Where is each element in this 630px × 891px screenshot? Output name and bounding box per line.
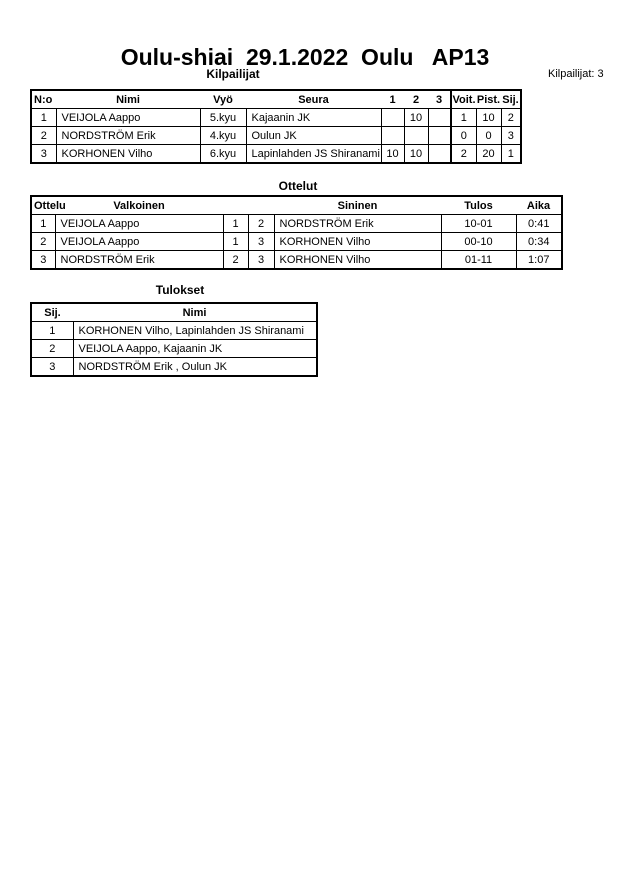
cell: VEIJOLA Aappo <box>55 233 223 251</box>
col-header: Sininen <box>274 196 441 215</box>
col-header: 2 <box>404 90 428 109</box>
cell <box>381 127 404 145</box>
col-header: N:o <box>31 90 56 109</box>
cell: 10-01 <box>441 215 516 233</box>
col-header: Ottelu <box>31 196 55 215</box>
table-row <box>31 358 317 377</box>
table-row <box>31 215 562 233</box>
col-header: 3 <box>428 90 451 109</box>
cell: 3 <box>501 127 521 145</box>
col-header: Tulos <box>441 196 516 215</box>
table-row <box>31 251 562 270</box>
cell: 10 <box>381 145 404 164</box>
cell: 3 <box>31 145 56 164</box>
cell: 1 <box>31 322 73 340</box>
cell: 1:07 <box>516 251 562 270</box>
cell: 0:41 <box>516 215 562 233</box>
cell: 1 <box>31 215 55 233</box>
cell: VEIJOLA Aappo, Kajaanin JK <box>73 340 317 358</box>
cell: NORDSTRÖM Erik <box>56 127 200 145</box>
cell: Kajaanin JK <box>246 109 381 127</box>
table-header-row <box>31 90 521 109</box>
cell: KORHONEN Vilho <box>274 251 441 270</box>
col-header: Seura <box>246 90 381 109</box>
cell: 2 <box>501 109 521 127</box>
tulokset-heading: Tulokset <box>155 283 205 297</box>
col-header: Aika <box>516 196 562 215</box>
cell: 0 <box>476 127 501 145</box>
table-header-row <box>31 303 317 322</box>
cell: NORDSTRÖM Erik , Oulun JK <box>73 358 317 377</box>
cell: 00-10 <box>441 233 516 251</box>
cell: 3 <box>31 358 73 377</box>
col-header: Nimi <box>73 303 317 322</box>
cell: NORDSTRÖM Erik <box>274 215 441 233</box>
cell: KORHONEN Vilho, Lapinlahden JS Shiranami <box>73 322 317 340</box>
cell: 6.kyu <box>200 145 246 164</box>
table-row <box>31 322 317 340</box>
cell <box>428 127 451 145</box>
cell: 3 <box>248 233 274 251</box>
col-header: Voit. <box>451 90 476 109</box>
col-header: Sij. <box>31 303 73 322</box>
page-title: Oulu-shiai 29.1.2022 Oulu AP13 <box>120 44 490 70</box>
table-header-row <box>31 196 562 215</box>
col-header: Sij. <box>501 90 521 109</box>
competitors-count: Kilpailijat: 3 <box>548 68 604 80</box>
cell: 20 <box>476 145 501 164</box>
cell: 10 <box>404 109 428 127</box>
col-header: 1 <box>381 90 404 109</box>
cell: 1 <box>501 145 521 164</box>
col-header <box>248 196 274 215</box>
col-header: Vyö <box>200 90 246 109</box>
cell: VEIJOLA Aappo <box>55 215 223 233</box>
cell <box>404 127 428 145</box>
cell: 3 <box>31 251 55 270</box>
table-row <box>31 233 562 251</box>
col-header: Valkoinen <box>55 196 223 215</box>
cell: 1 <box>223 215 248 233</box>
cell: 1 <box>223 233 248 251</box>
cell: 0 <box>451 127 476 145</box>
cell: KORHONEN Vilho <box>56 145 200 164</box>
cell: 4.kyu <box>200 127 246 145</box>
cell: Oulun JK <box>246 127 381 145</box>
cell: 2 <box>31 340 73 358</box>
cell <box>381 109 404 127</box>
cell: NORDSTRÖM Erik <box>55 251 223 270</box>
cell <box>428 145 451 164</box>
cell: 2 <box>223 251 248 270</box>
table-row <box>31 109 521 127</box>
table-row <box>31 127 521 145</box>
kilpailijat-heading: Kilpailijat <box>206 67 260 81</box>
cell: 10 <box>476 109 501 127</box>
cell: VEIJOLA Aappo <box>56 109 200 127</box>
cell: 3 <box>248 251 274 270</box>
cell: 2 <box>248 215 274 233</box>
cell: 0:34 <box>516 233 562 251</box>
cell: 01-11 <box>441 251 516 270</box>
ottelut-heading: Ottelut <box>278 179 318 193</box>
col-header <box>223 196 248 215</box>
kilpailijat-table <box>30 89 522 164</box>
ottelut-table <box>30 195 563 270</box>
cell: 1 <box>31 109 56 127</box>
cell: 2 <box>31 127 56 145</box>
cell: 1 <box>451 109 476 127</box>
cell: KORHONEN Vilho <box>274 233 441 251</box>
table-row <box>31 145 521 164</box>
tulokset-table <box>30 302 318 377</box>
cell <box>428 109 451 127</box>
cell: 2 <box>31 233 55 251</box>
cell: 5.kyu <box>200 109 246 127</box>
cell: 10 <box>404 145 428 164</box>
cell: 2 <box>451 145 476 164</box>
cell: Lapinlahden JS Shiranami <box>246 145 381 164</box>
table-row <box>31 340 317 358</box>
col-header: Pist. <box>476 90 501 109</box>
col-header: Nimi <box>56 90 200 109</box>
